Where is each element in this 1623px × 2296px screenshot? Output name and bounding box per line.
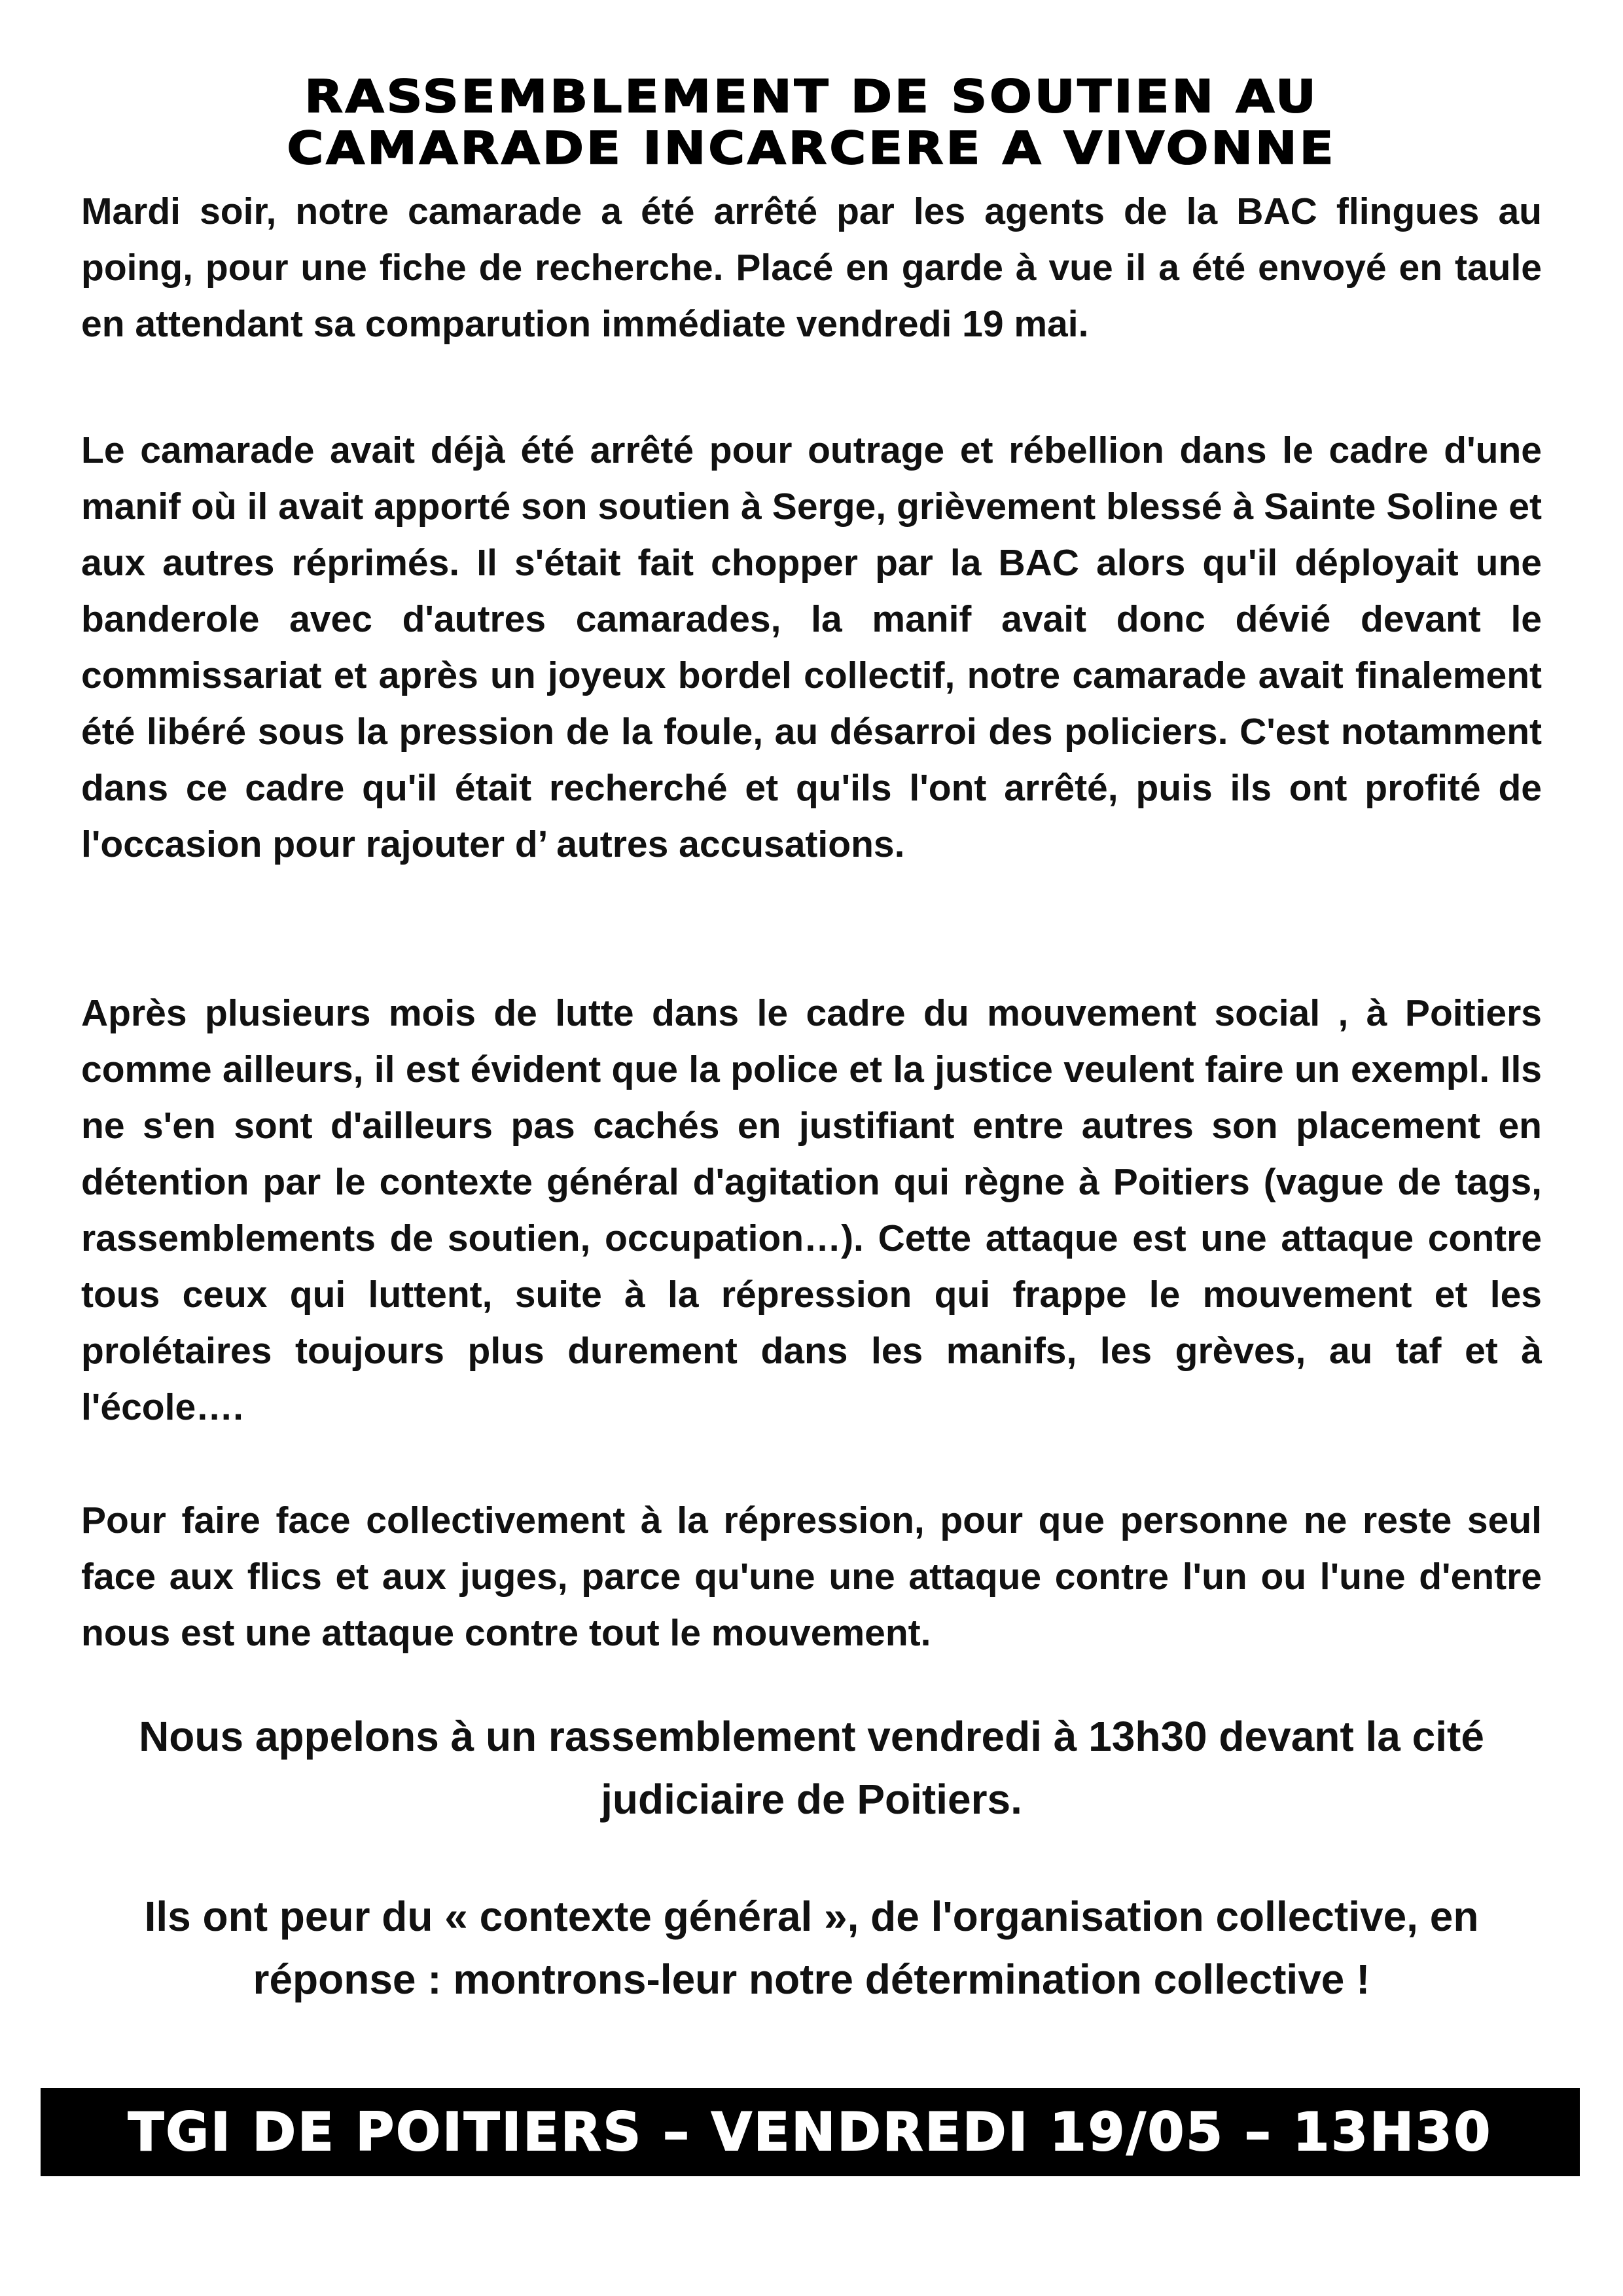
call-to-gathering: Nous appelons à un rassemblement vendredi à 13h30 devant la cité judiciaire de Poitiers. <box>139 1713 1484 1823</box>
paragraph-arrest: Mardi soir, notre camarade a été arrêté par les agents de la BAC flingues au poing, pour une fiche de recherche. Placé en garde à vue il a été envoyé en taule en attendant sa comparution immédiate vendredi 19 mai. <box>81 190 1542 345</box>
footer-date-location: TGI DE POITIERS – VENDREDI 19/05 – 13H30 <box>128 2102 1493 2162</box>
footer-banner <box>41 2088 1580 2176</box>
call-to-determination: Ils ont peur du « contexte général », de l'organisation collective, en réponse : montrons-leur notre détermination collective ! <box>144 1893 1479 2003</box>
title-line-2: CAMARADE INCARCERE A VIVONNE <box>287 122 1336 175</box>
title-line-1: RASSEMBLEMENT DE SOUTIEN AU <box>304 70 1319 123</box>
paragraph-solidarity: Pour faire face collectivement à la répression, pour que personne ne reste seul face aux flics et aux juges, parce qu'une une attaque contre l'un ou l'une d'entre nous est une attaque contre tout le mouvement. <box>81 1499 1542 1654</box>
paragraph-context: Après plusieurs mois de lutte dans le cadre du mouvement social , à Poitiers comme ailleurs, il est évident que la police et la justice veulent faire un exempl. Ils ne s'en sont d'ailleurs pas cachés en justifiant entre autres son placement en détention par le contexte général d'agitation qui règne à Poitiers (vague de tags, rassemblements de soutien, occupation…). Cette attaque est une attaque contre tous ceux qui luttent, suite à la répression qui frappe le mouvement et les prolétaires toujours plus durement dans les manifs, les grèves, au taf et à l'école…. <box>81 992 1542 1428</box>
paragraph-background: Le camarade avait déjà été arrêté pour outrage et rébellion dans le cadre d'une manif où il avait apporté son soutien à Serge, grièvement blessé à Sainte Soline et aux autres réprimés. Il s'était fait chopper par la BAC alors qu'il déployait une banderole avec d'autres camarades, la manif avait donc dévié devant le commissariat et après un joyeux bordel collectif, notre camarade avait finalement été libéré sous la pression de la foule, au désarroi des policiers. C'est notamment dans ce cadre qu'il était recherché et qu'ils l'ont arrêté, puis ils ont profité de l'occasion pour rajouter d’ autres accusations. <box>81 429 1542 865</box>
flyer-title <box>0 71 1623 174</box>
